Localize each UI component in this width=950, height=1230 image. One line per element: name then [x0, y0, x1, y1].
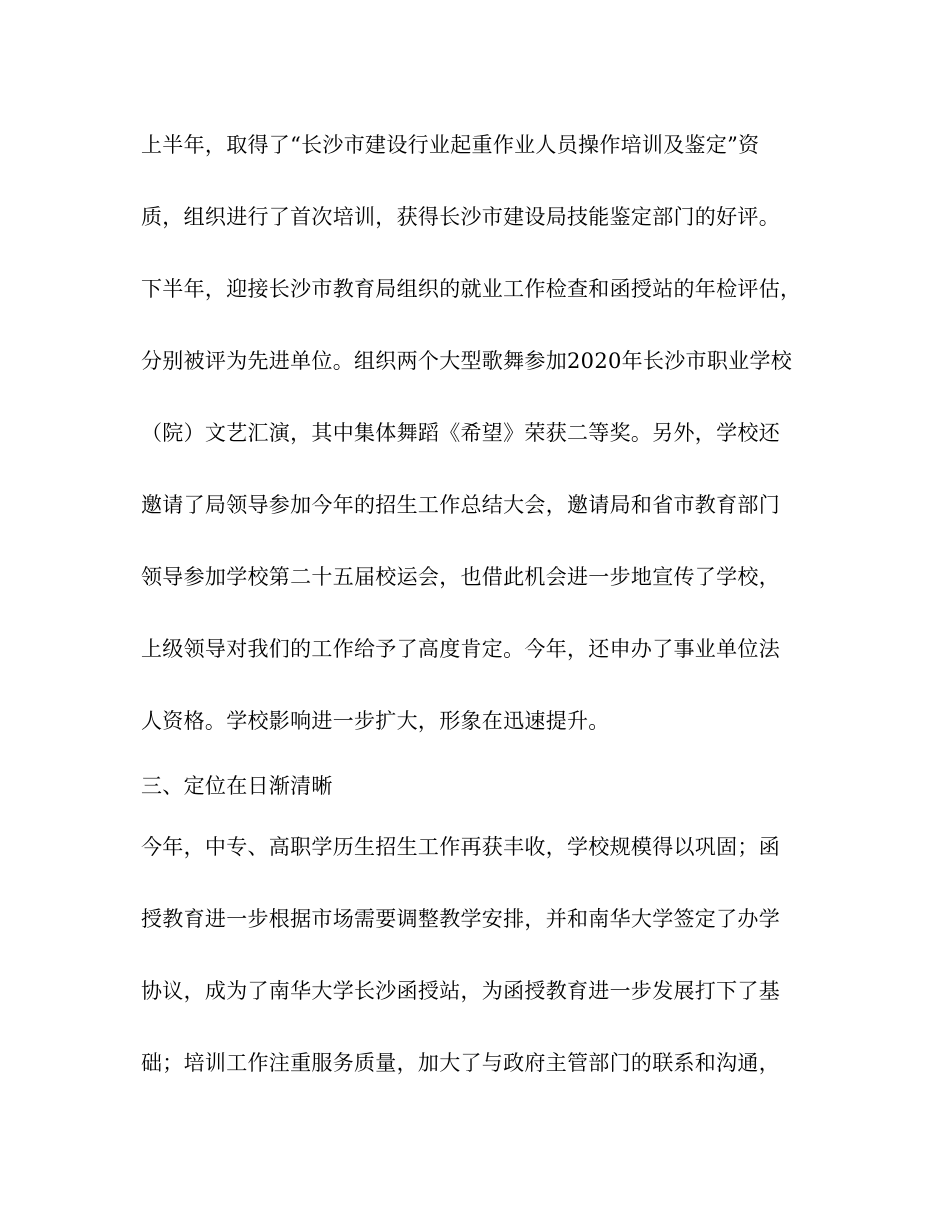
paragraph-2-line-2: 授教育进一步根据市场需要调整教学安排，并和南华大学签定了办学	[141, 907, 780, 931]
paragraph-1-line-4: 分别被评为先进单位。组织两个大型歌舞参加2020年长沙市职业学校	[141, 349, 793, 373]
paragraph-2-line-3: 协议，成为了南华大学长沙函授站，为函授教育进一步发展打下了基	[141, 979, 780, 1003]
paragraph-1-line-2: 质，组织进行了首次培训，获得长沙市建设局技能鉴定部门的好评。	[141, 205, 780, 229]
paragraph-1-line-5: （院）文艺汇演，其中集体舞蹈《希望》荣获二等奖。另外，学校还	[141, 421, 780, 445]
section-heading: 三、定位在日渐清晰	[141, 774, 333, 798]
paragraph-1-line-6: 邀请了局领导参加今年的招生工作总结大会，邀请局和省市教育部门	[141, 493, 780, 517]
paragraph-1-line-3: 下半年，迎接长沙市教育局组织的就业工作检查和函授站的年检评估，	[141, 277, 802, 301]
paragraph-2-line-1: 今年，中专、高职学历生招生工作再获丰收，学校规模得以巩固；函	[141, 835, 780, 859]
paragraph-1-line-7: 领导参加学校第二十五届校运会，也借此机会进一步地宣传了学校，	[141, 565, 780, 589]
paragraph-2-line-4: 础；培训工作注重服务质量，加大了与政府主管部门的联系和沟通，	[141, 1051, 780, 1075]
paragraph-1-line-1: 上半年，取得了“长沙市建设行业起重作业人员操作培训及鉴定”资	[141, 133, 760, 157]
paragraph-1-line-8: 上级领导对我们的工作给予了高度肯定。今年，还申办了事业单位法	[141, 637, 780, 661]
paragraph-1-line-9: 人资格。学校影响进一步扩大，形象在迅速提升。	[141, 709, 610, 733]
